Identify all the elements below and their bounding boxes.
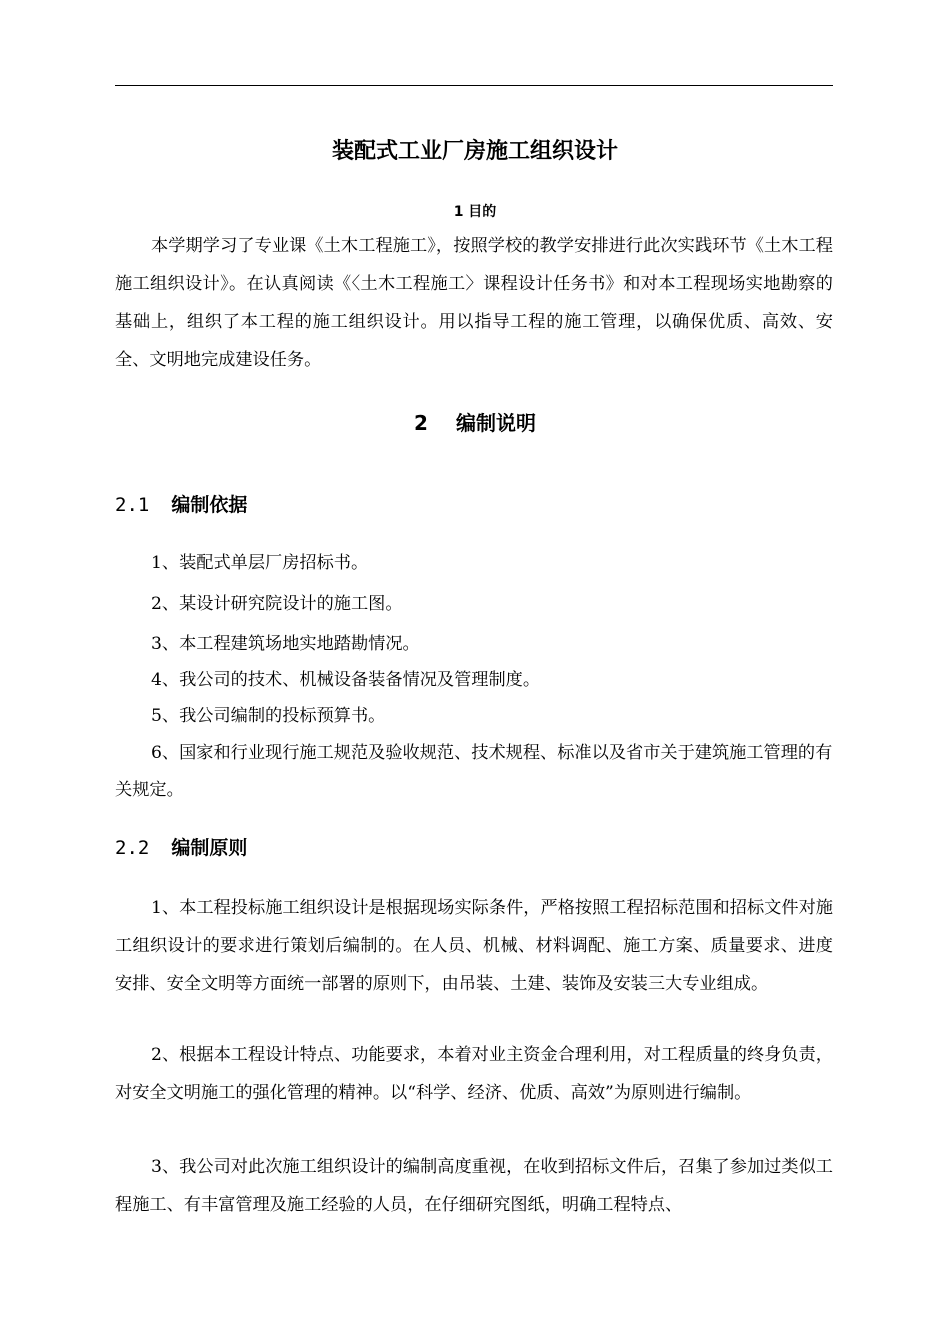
document-title: 装配式工业厂房施工组织设计	[331, 139, 618, 164]
header-rule	[115, 85, 833, 86]
section-1-heading: 1 目的	[453, 204, 497, 220]
subsection-2-1-title: 编制依据	[171, 494, 248, 516]
subsection-2-2-title: 编制原则	[171, 837, 248, 859]
basis-item: 5、我公司编制的投标预算书。	[151, 706, 386, 726]
basis-item: 2、某设计研究院设计的施工图。	[151, 594, 403, 614]
subsection-2-2-number: 2.2	[115, 837, 150, 859]
section-2-number: 2	[414, 411, 428, 435]
basis-item: 1、装配式单层厂房招标书。	[151, 553, 369, 573]
basis-item: 6、国家和行业现行施工规范及验收规范、技术规程、标准以及省市关于建筑施工管理的有关规定。	[115, 743, 833, 800]
subsection-2-2-heading	[115, 834, 247, 862]
section-1-paragraph: 本学期学习了专业课《土木工程施工》，按照学校的教学安排进行此次实践环节《土木工程施工组织设计》。在认真阅读《〈土木工程施工〉课程设计任务书》和对本工程现场实地勘察的基础上，组织了本工程的施工组织设计。用以指导工程的施工管理，以确保优质、高效、安全、文明地完成建设任务。	[115, 236, 833, 370]
principle-paragraph: 3、我公司对此次施工组织设计的编制高度重视，在收到招标文件后，召集了参加过类似工程施工、有丰富管理及施工经验的人员，在仔细研究图纸，明确工程特点、	[115, 1157, 833, 1215]
basis-item: 4、我公司的技术、机械设备装备情况及管理制度。	[151, 670, 541, 690]
section-2-heading	[0, 408, 950, 438]
principle-paragraph: 1、本工程投标施工组织设计是根据现场实际条件，严格按照工程招标范围和招标文件对施工组织设计的要求进行策划后编制的。在人员、机械、材料调配、施工方案、质量要求、进度安排、安全文明等方面统一部署的原则下，由吊装、土建、装饰及安装三大专业组成。	[115, 898, 833, 994]
subsection-2-1-number: 2.1	[115, 494, 150, 516]
principle-paragraph: 2、根据本工程设计特点、功能要求，本着对业主资金合理利用，对工程质量的终身负责，对安全文明施工的强化管理的精神。以“科学、经济、优质、高效”为原则进行编制。	[115, 1045, 833, 1103]
subsection-2-1-heading	[115, 491, 247, 519]
basis-item: 3、本工程建筑场地实地踏勘情况。	[151, 634, 420, 654]
section-2-title: 编制说明	[455, 411, 536, 435]
